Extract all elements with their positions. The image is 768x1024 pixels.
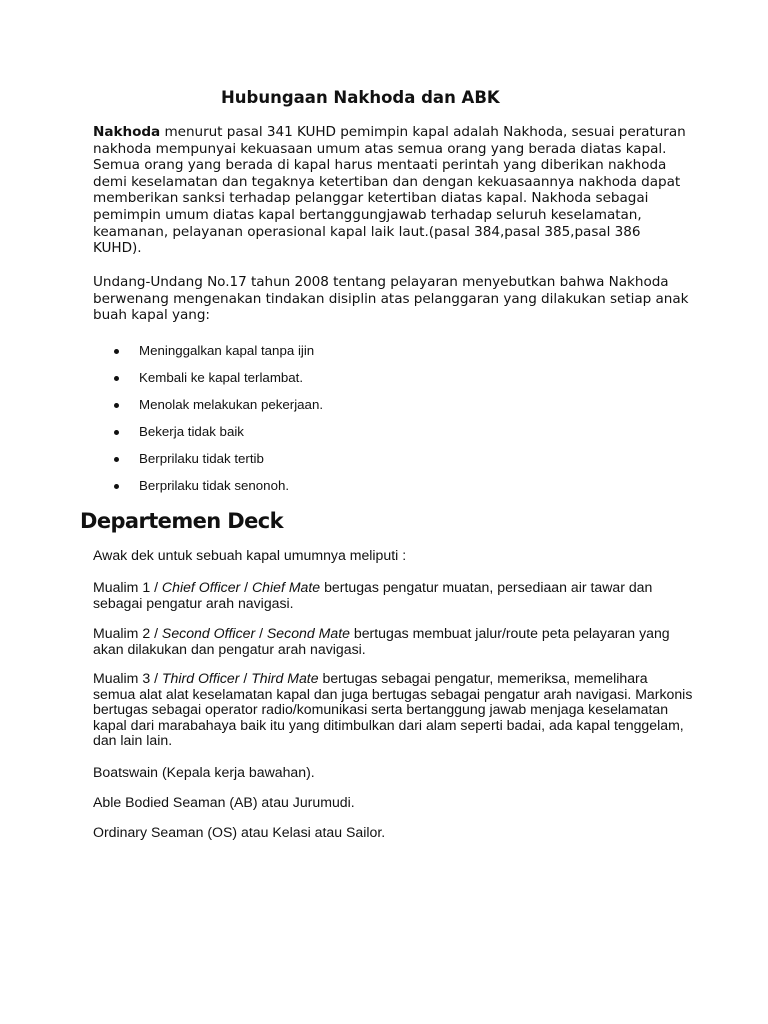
- english-title: Third Officer: [161, 670, 240, 686]
- mualim-label: Mualim 2 /: [93, 625, 162, 641]
- mualim-label: Mualim 1 /: [93, 579, 162, 595]
- section-heading-deck: Departemen Deck: [80, 509, 283, 533]
- list-item-text: Kembali ke kapal terlambat.: [139, 370, 304, 385]
- bullet-icon: [114, 376, 119, 381]
- list-item: [112, 396, 612, 423]
- list-item-text: Menolak melakukan pekerjaan.: [139, 397, 324, 412]
- document-title: Hubungaan Nakhoda dan ABK: [221, 88, 500, 107]
- english-title-alt: Chief Mate: [252, 579, 321, 595]
- nakhoda-term: Nakhoda: [93, 124, 161, 140]
- english-title-alt: Third Mate: [251, 670, 319, 686]
- list-item: [112, 369, 612, 396]
- list-item-text: Meninggalkan kapal tanpa ijin: [139, 343, 315, 358]
- bullet-icon: [114, 403, 119, 408]
- duty-description: bertugas sebagai pengatur, memeriksa, memelihara semua alat alat keselamatan kapal dan juga bertugas sebagai pengatur arah navigasi. Markonis bertugas sebagai operator radio/komunikasi serta bertanggung jawab menjaga keselamatan kapal dari marabahaya baik itu yang ditimbulkan dari alam seperti badai, ada kapal tenggelam, dan lain lain.: [93, 670, 693, 749]
- list-item: [112, 477, 612, 504]
- list-item: [112, 342, 612, 369]
- able-seaman-line: Able Bodied Seaman (AB) atau Jurumudi.: [93, 794, 355, 810]
- mualim-label: Mualim 3 /: [93, 670, 162, 686]
- english-title: Chief Officer: [161, 579, 241, 595]
- list-item-text: Berprilaku tidak tertib: [139, 451, 264, 466]
- nakhoda-description: menurut pasal 341 KUHD pemimpin kapal adalah Nakhoda, sesuai peraturan nakhoda mempunyai kekuasaan umum atas semua orang yang berada diatas kapal. Semua orang yang berada di kapal harus mentaati perintah yang diberikan nakhoda demi keselamatan dan tegaknya ketertiban dan dengan kekuasaannya nakhoda dapat memberikan sanksi terhadap pelanggar ketertiban diatas kapal. Nakhoda sebagai pemimpin umum diatas kapal bertanggungjawab terhadap seluruh keselamatan, keamanan, pelayanan operasional kapal laik laut.(pasal 384,pasal 385,pasal 386 KUHD).: [93, 124, 686, 257]
- duty-description: bertugas pengatur muatan, persediaan air tawar dan sebagai pengatur arah navigasi.: [93, 579, 653, 611]
- separator: /: [239, 670, 252, 686]
- law-paragraph: Undang-Undang No.17 tahun 2008 tentang pelayaran menyebutkan bahwa Nakhoda berwenang mengenakan tindakan disiplin atas pelanggaran yang dilakukan setiap anak buah kapal yang:: [93, 274, 689, 324]
- english-title: Second Officer: [161, 625, 256, 641]
- list-item-text: Berprilaku tidak senonoh.: [139, 478, 290, 493]
- bullet-icon: [114, 430, 119, 435]
- bullet-icon: [114, 484, 119, 489]
- english-title-alt: Second Mate: [266, 625, 350, 641]
- violation-list: [112, 342, 612, 504]
- bullet-icon: [114, 457, 119, 462]
- list-item: [112, 450, 612, 477]
- deck-intro: Awak dek untuk sebuah kapal umumnya meliputi :: [93, 547, 407, 563]
- mualim-3-paragraph: [93, 671, 693, 749]
- bullet-icon: [114, 349, 119, 354]
- list-item: [112, 423, 612, 450]
- boatswain-line: Boatswain (Kepala kerja bawahan).: [93, 764, 315, 780]
- mualim-2-paragraph: [93, 626, 693, 657]
- separator: /: [255, 625, 267, 641]
- mualim-1-paragraph: [93, 580, 693, 611]
- nakhoda-paragraph: [93, 124, 693, 257]
- duty-description: bertugas membuat jalur/route peta pelayaran yang akan dilakukan dan pengatur arah navigasi.: [93, 625, 670, 657]
- list-item-text: Bekerja tidak baik: [139, 424, 244, 439]
- ordinary-seaman-line: Ordinary Seaman (OS) atau Kelasi atau Sailor.: [93, 824, 386, 840]
- separator: /: [240, 579, 252, 595]
